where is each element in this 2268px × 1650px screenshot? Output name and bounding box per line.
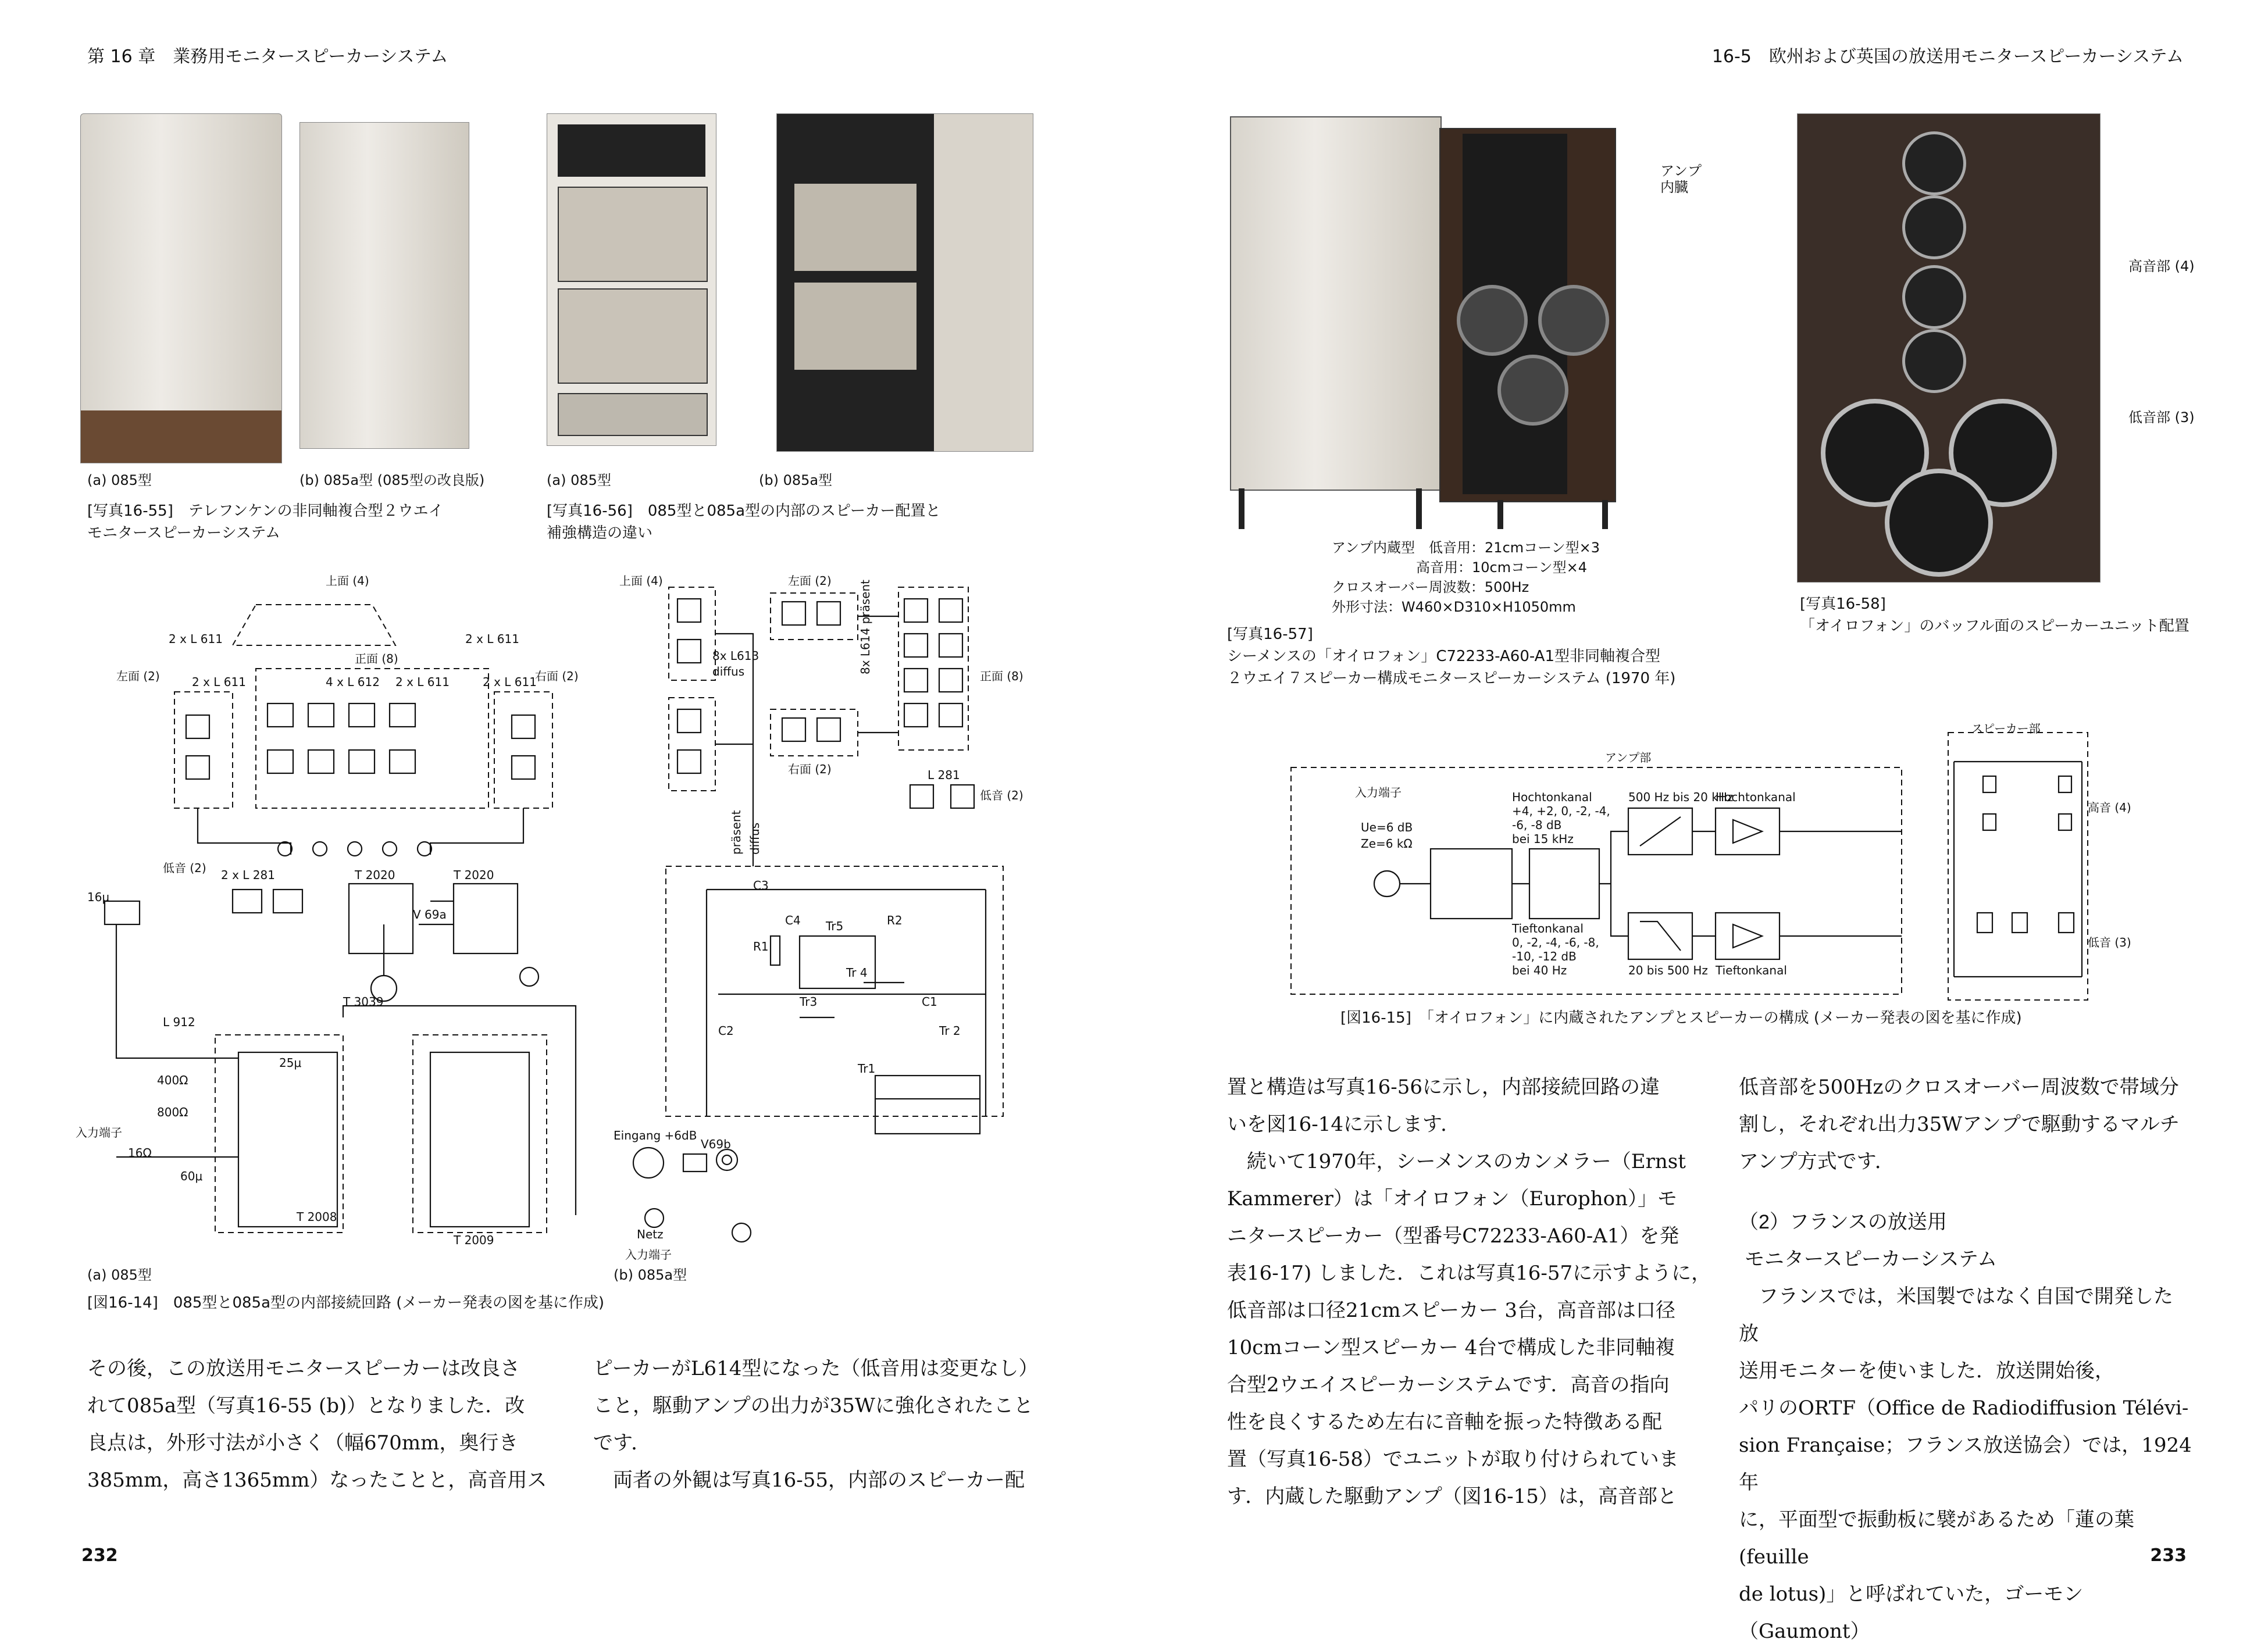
svg-text:低音 (3): 低音 (3) bbox=[2088, 935, 2131, 949]
svg-text:Tr 4: Tr 4 bbox=[846, 966, 868, 980]
svg-text:V 69a: V 69a bbox=[413, 908, 447, 922]
figure-16-14-sub-a: (a) 085型 bbox=[87, 1267, 152, 1283]
svg-text:16Ω: 16Ω bbox=[128, 1146, 152, 1160]
photo-16-58-woofer-label: 低音部 (3) bbox=[2128, 409, 2195, 426]
circuit-diagram-085 bbox=[76, 574, 605, 1256]
svg-text:-10, -12 dB: -10, -12 dB bbox=[1512, 949, 1577, 963]
svg-text:0, -2, -4, -6, -8,: 0, -2, -4, -6, -8, bbox=[1512, 935, 1599, 949]
figure-16-15-caption: [図16-15] 「オイロフォン」に内蔵されたアンプとスピーカーの構成 (メーカー発表の図を基に作成) bbox=[1340, 1009, 2022, 1027]
svg-text:Hochtonkanal: Hochtonkanal bbox=[1716, 790, 1796, 804]
svg-text:左面 (2): 左面 (2) bbox=[116, 669, 160, 683]
photo-16-56-sub-b: (b) 085a型 bbox=[759, 472, 833, 488]
svg-text:T 2009: T 2009 bbox=[454, 1233, 494, 1247]
photo-085a-interior bbox=[776, 113, 1033, 452]
svg-text:アンプ部: アンプ部 bbox=[1605, 751, 1652, 765]
svg-text:L 912: L 912 bbox=[163, 1015, 195, 1029]
svg-text:präsent: präsent bbox=[729, 810, 743, 855]
photo-085a-cabinet bbox=[299, 122, 469, 449]
svg-text:800Ω: 800Ω bbox=[157, 1105, 188, 1119]
photo-16-58-caption: [写真16-58] 「オイロフォン」のバッフル面のスピーカーユニット配置 bbox=[1800, 595, 2189, 635]
photo-16-56-caption: [写真16-56] 085型と085a型の内部のスピーカー配置と 補強構造の違い bbox=[547, 502, 941, 542]
svg-text:低音 (2): 低音 (2) bbox=[163, 861, 206, 875]
figure-16-14-sub-b: (b) 085a型 bbox=[614, 1267, 687, 1283]
right-running-header: 16-5 欧州および英国の放送用モニタースピーカーシステム bbox=[1711, 47, 2184, 67]
svg-text:左面 (2): 左面 (2) bbox=[788, 574, 832, 588]
svg-text:Tr5: Tr5 bbox=[826, 919, 844, 933]
svg-text:Netz: Netz bbox=[637, 1227, 664, 1241]
svg-text:20 bis 500 Hz: 20 bis 500 Hz bbox=[1628, 963, 1708, 977]
right-body-column-1: 置と構造は写真16-56に示し，内部接続回路の違 いを図16-14に示します． 続いて1970年，シーメンスのカンメラー（Ernst Kammerer）は「オイロフォン（Europhon）」モ ニタースピーカー（型番号C72233-A60-A1）を発 表16-17) しました．これは写真16-57に示すように， 低音部は口径21cmスピーカー 3台，高音部は口径 10cmコーン型スピーカー 4台で構成した非同軸複 合型2ウエイスピーカーシステムです．高音の指向 性を良くするため左右に音軸を振った特徴ある配 置（写真16-58）でユニットが取り付けられていま す．内蔵した駆動アンプ（図16-15）は，高音部と bbox=[1227, 1076, 1711, 1508]
right-page-number: 233 bbox=[2150, 1545, 2187, 1566]
figure-16-14-caption: [図16-14] 085型と085a型の内部接続回路 (メーカー発表の図を基に作成) bbox=[87, 1294, 605, 1312]
svg-text:2 x L 611: 2 x L 611 bbox=[169, 632, 223, 646]
svg-text:bei 15 kHz: bei 15 kHz bbox=[1512, 832, 1574, 846]
svg-text:入力端子: 入力端子 bbox=[625, 1248, 672, 1262]
left-page-number: 232 bbox=[81, 1545, 118, 1566]
photo-16-55-sub-a: (a) 085型 bbox=[87, 472, 152, 488]
svg-text:Ze=6 kΩ: Ze=6 kΩ bbox=[1361, 837, 1413, 851]
svg-text:右面 (2): 右面 (2) bbox=[788, 762, 832, 776]
svg-text:C1: C1 bbox=[922, 995, 937, 1009]
circuit-diagram-085a bbox=[614, 574, 1024, 1262]
photo-16-57-amp-label: アンプ 内臓 bbox=[1660, 163, 1702, 195]
svg-text:R2: R2 bbox=[887, 913, 903, 927]
svg-text:500 Hz bis 20 kHz: 500 Hz bis 20 kHz bbox=[1628, 790, 1734, 804]
photo-085-cabinet bbox=[80, 113, 282, 463]
svg-text:4 x L 612: 4 x L 612 bbox=[326, 675, 380, 689]
svg-text:Tr3: Tr3 bbox=[800, 995, 818, 1009]
svg-text:Eingang +6dB: Eingang +6dB bbox=[614, 1128, 697, 1142]
svg-text:R1: R1 bbox=[753, 940, 769, 953]
photo-16-55-caption: [写真16-55] テレフンケンの非同軸複合型２ウエイ モニタースピーカーシステム bbox=[87, 502, 444, 542]
svg-text:C3: C3 bbox=[753, 878, 769, 892]
svg-text:T 2008: T 2008 bbox=[297, 1210, 337, 1224]
photo-16-56-sub-a: (a) 085型 bbox=[547, 472, 611, 488]
svg-text:Ue=6 dB: Ue=6 dB bbox=[1361, 820, 1413, 834]
svg-text:Tr1: Tr1 bbox=[858, 1062, 876, 1076]
svg-text:16μ: 16μ bbox=[87, 890, 110, 904]
svg-text:低音 (2): 低音 (2) bbox=[980, 788, 1024, 802]
svg-text:Tr 2: Tr 2 bbox=[939, 1024, 961, 1038]
left-body-column-2: ピーカーがL614型になった（低音用は変更なし） こと，駆動アンプの出力が35Wに強化されたこと です． 両者の外観は写真16-55，内部のスピーカー配 bbox=[593, 1357, 1039, 1492]
svg-text:C2: C2 bbox=[718, 1024, 734, 1038]
svg-text:2 x L 281: 2 x L 281 bbox=[221, 868, 275, 882]
svg-text:Hochtonkanal: Hochtonkanal bbox=[1512, 790, 1592, 804]
svg-text:上面 (4): 上面 (4) bbox=[326, 574, 369, 588]
svg-text:T 3039: T 3039 bbox=[343, 995, 384, 1009]
svg-text:+4, +2, 0, -2, -4,: +4, +2, 0, -2, -4, bbox=[1512, 804, 1610, 818]
svg-text:8x L613: 8x L613 bbox=[712, 649, 759, 663]
photo-16-57-specs: アンプ内蔵型 低音用：21cmコーン型×3 高音用：10cmコーン型×4 クロスオーバー周波数：500Hz 外形寸法：W460×D310×H1050mm bbox=[1332, 540, 1600, 615]
svg-text:V69b: V69b bbox=[701, 1137, 731, 1151]
svg-text:Tieftonkanal: Tieftonkanal bbox=[1512, 922, 1584, 935]
svg-text:Tieftonkanal: Tieftonkanal bbox=[1716, 963, 1787, 977]
photo-16-57-caption: [写真16-57] シーメンスの「オイロフォン」C72233-A60-A1型非同軸複合型 ２ウエイ７スピーカー構成モニタースピーカーシステム (1970 年) bbox=[1227, 626, 1676, 687]
svg-text:高音 (4): 高音 (4) bbox=[2088, 801, 2131, 815]
svg-text:入力端子: 入力端子 bbox=[1355, 785, 1402, 799]
svg-text:bei 40 Hz: bei 40 Hz bbox=[1512, 963, 1567, 977]
svg-text:T 2020: T 2020 bbox=[355, 868, 395, 882]
svg-text:400Ω: 400Ω bbox=[157, 1073, 188, 1087]
photo-16-55-sub-b: (b) 085a型 (085型の改良版) bbox=[299, 472, 485, 488]
svg-text:25μ: 25μ bbox=[279, 1056, 302, 1070]
svg-text:2 x L 611: 2 x L 611 bbox=[483, 675, 537, 689]
svg-text:2 x L 611: 2 x L 611 bbox=[395, 675, 450, 689]
svg-text:入力端子: 入力端子 bbox=[76, 1126, 122, 1140]
section-heading: （2）フランスの放送用 モニタースピーカーシステム bbox=[1739, 1211, 1998, 1270]
photo-europhon-cabinet bbox=[1230, 110, 1625, 529]
svg-text:2 x L 611: 2 x L 611 bbox=[465, 632, 519, 646]
svg-text:diffus: diffus bbox=[712, 665, 745, 678]
svg-text:右面 (2): 右面 (2) bbox=[535, 669, 579, 683]
svg-text:スピーカー部: スピーカー部 bbox=[1971, 722, 2041, 735]
left-running-header: 第 16 章 業務用モニタースピーカーシステム bbox=[87, 47, 448, 67]
svg-text:正面 (8): 正面 (8) bbox=[980, 669, 1024, 683]
svg-text:-6, -8 dB: -6, -8 dB bbox=[1512, 818, 1562, 832]
svg-text:diffus: diffus bbox=[748, 822, 762, 855]
svg-text:T 2020: T 2020 bbox=[454, 868, 494, 882]
photo-16-58-tweeter-label: 高音部 (4) bbox=[2128, 258, 2195, 274]
left-body-column-1: その後，この放送用モニタースピーカーは改良さ れて085a型（写真16-55 (b)）となりました．改 良点は，外形寸法が小さく（幅670mm，奥行き 385mm，高さ1365mm）なったことと，高音用ス bbox=[87, 1357, 547, 1492]
right-body-column-2: 低音部を500Hzのクロスオーバー周波数で帯域分 割し，それぞれ出力35Wアンプで駆動するマルチ アンプ方式です． （2）フランスの放送用 モニタースピーカーシステム フランスでは，米国製ではなく自国で開発した放 送用モニターを使いました．放送開始後， パリのORTF（Office de Radiodiffusion Télévi- sion Française；フランス放送協会）では，1924年 に，平面型で振動板に襞があるため「蓮の葉(feuille de lotus)」と呼ばれていた，ゴーモン（Gaumont） bbox=[1739, 1076, 2192, 1643]
svg-text:8x L614 präsent: 8x L614 präsent bbox=[858, 579, 872, 674]
svg-text:上面 (4): 上面 (4) bbox=[619, 574, 663, 588]
svg-text:C4: C4 bbox=[785, 913, 801, 927]
svg-text:L 281: L 281 bbox=[928, 768, 960, 782]
photo-085-interior bbox=[547, 113, 716, 446]
svg-text:正面 (8): 正面 (8) bbox=[355, 652, 398, 666]
europhon-block-diagram bbox=[1256, 722, 2131, 1006]
svg-text:2 x L 611: 2 x L 611 bbox=[192, 675, 246, 689]
photo-europhon-baffle bbox=[1797, 113, 2101, 583]
svg-text:60μ: 60μ bbox=[180, 1169, 203, 1183]
